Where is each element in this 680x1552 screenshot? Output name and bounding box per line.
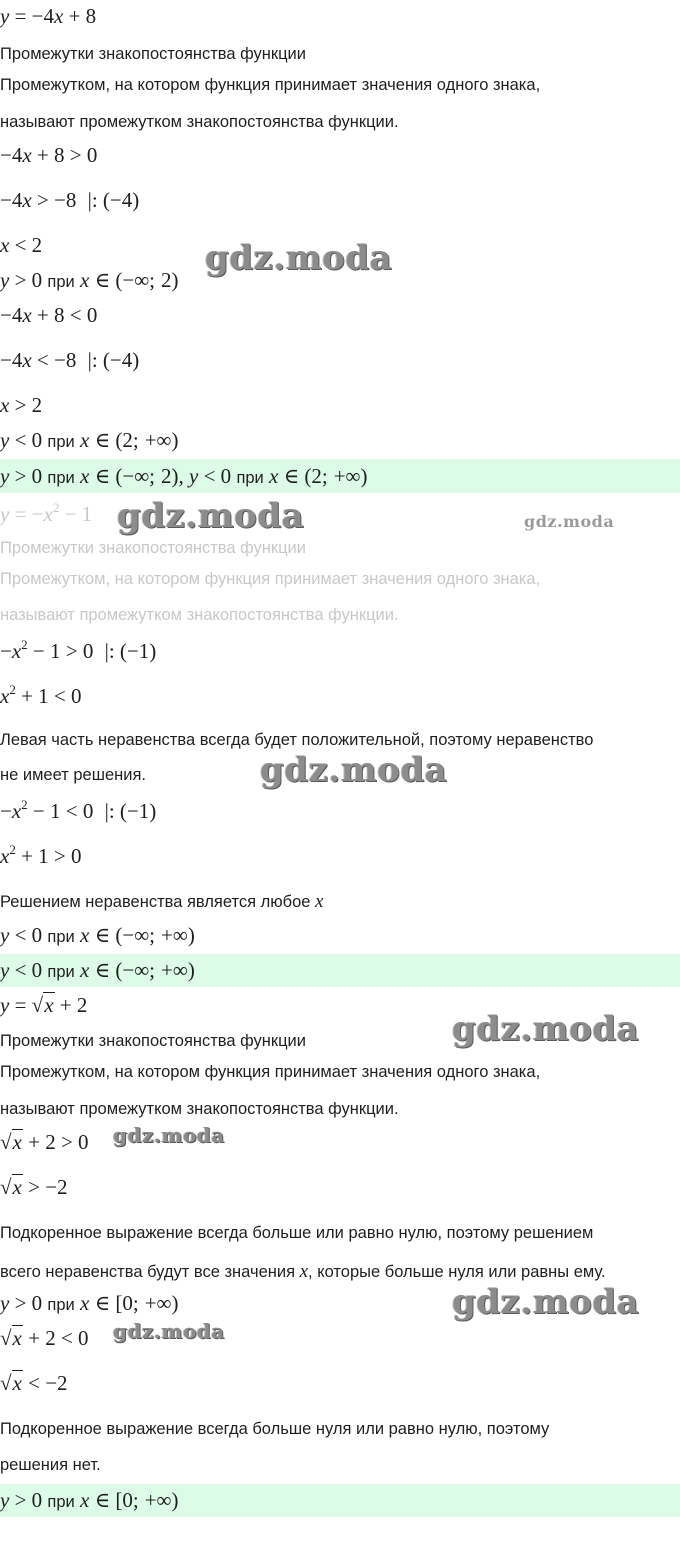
inequality-3c: √x + 2 < 0 [0, 1326, 89, 1350]
inequality-3d: √x < −2 [0, 1371, 68, 1395]
inequality-2d: $x^2 + 1 > 0$ [0, 842, 82, 868]
heading-1: Промежутки знакопостоянства функции [0, 45, 306, 63]
watermark-logo: gdz.moda [452, 1009, 640, 1049]
negative-result-2: y < 0 при x ∈ (−∞; +∞) [0, 923, 195, 947]
inequality-1e: −4x < −8 |: (−4) [0, 348, 140, 372]
answer-2: y < 0 при x ∈ (−∞; +∞) [0, 954, 680, 987]
watermark-logo: gdz.moda [205, 238, 393, 278]
inequality-1c: x < 2 [0, 233, 43, 257]
definition-3-line2: называют промежутком знакопостоянства функции. [0, 1100, 399, 1118]
inequality-2a: $-x^2 - 1 > 0$ |: (−1) [0, 637, 157, 663]
negative-result-1: y < 0 при x ∈ (2; +∞) [0, 428, 179, 452]
watermark-logo: gdz.moda [524, 512, 615, 531]
inequality-3b: √x > −2 [0, 1175, 68, 1199]
heading-2: Промежутки знакопостоянства функции [0, 539, 306, 557]
watermark-logo: gdz.moda [260, 750, 448, 790]
watermark-logo: gdz.moda [452, 1282, 640, 1322]
inequality-1f: x > 2 [0, 393, 43, 417]
answer-3: y > 0 при x ∈ [0; +∞) [0, 1484, 680, 1517]
answer-1: y > 0 при x ∈ (−∞; 2), y < 0 при x ∈ (2; +∞) [0, 459, 680, 493]
definition-1-line1: Промежутком, на котором функция принимает значения одного знака, [0, 76, 541, 94]
watermark-logo: gdz.moda [117, 496, 305, 536]
positive-result-3: y > 0 при x ∈ [0; +∞) [0, 1291, 179, 1315]
function-2: $y = -x^2 - 1$ [0, 500, 93, 526]
solution-text-2: Решением неравенства является любое x [0, 891, 324, 912]
inequality-1b: −4x > −8 |: (−4) [0, 188, 140, 212]
definition-3-line1: Промежутком, на котором функция принимает значения одного знака, [0, 1063, 541, 1081]
watermark-logo: gdz.moda [113, 1319, 225, 1343]
positive-result-1: y > 0 при x ∈ (−∞; 2) [0, 268, 179, 292]
note-3a-line1: Подкоренное выражение всегда больше или равно нулю, поэтому решением [0, 1224, 594, 1242]
note-2-line2: не имеет решения. [0, 766, 146, 784]
note-3b-line1: Подкоренное выражение всегда больше нуля или равно нулю, поэтому [0, 1420, 550, 1438]
function-1: y = −4x + 8 [0, 4, 97, 28]
inequality-1d: −4x + 8 < 0 [0, 303, 98, 327]
inequality-2b: $x^2 + 1 < 0$ [0, 682, 82, 708]
function-3: y = √x + 2 [0, 993, 88, 1017]
definition-2-line2: называют промежутком знакопостоянства функции. [0, 606, 399, 624]
note-3b-line2: решения нет. [0, 1456, 101, 1474]
inequality-3a: √x + 2 > 0 [0, 1130, 89, 1154]
definition-1-line2: называют промежутком знакопостоянства функции. [0, 113, 399, 131]
note-2-line1: Левая часть неравенства всегда будет положительной, поэтому неравенство [0, 731, 594, 749]
inequality-2c: $-x^2 - 1 < 0$ |: (−1) [0, 797, 157, 823]
note-3a-line2: всего неравенства будут все значения x, которые больше нуля или равны ему. [0, 1261, 606, 1282]
watermark-logo: gdz.moda [113, 1123, 225, 1147]
heading-3: Промежутки знакопостоянства функции [0, 1032, 306, 1050]
definition-2-line1: Промежутком, на котором функция принимает значения одного знака, [0, 570, 541, 588]
inequality-1a: −4x + 8 > 0 [0, 143, 98, 167]
